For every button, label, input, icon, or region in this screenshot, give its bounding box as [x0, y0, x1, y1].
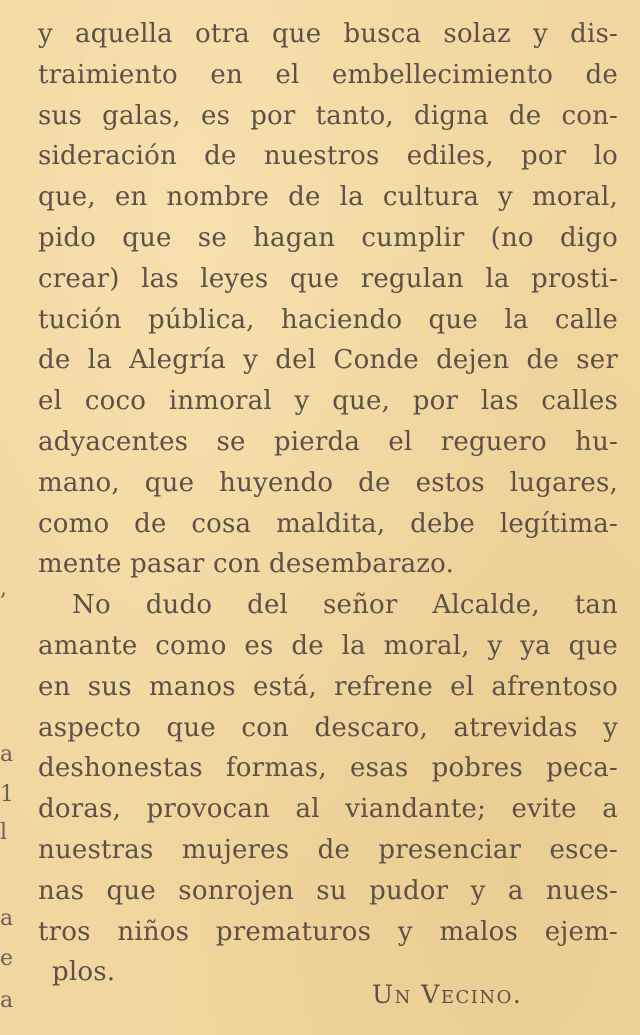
gutter-fragment: ,: [0, 576, 7, 601]
gutter-fragment: l: [0, 820, 8, 845]
text-line: deshonestas formas, esas pobres peca-: [38, 753, 618, 784]
text-line: doras, provocan al viandante; evite a: [38, 794, 618, 825]
text-line: de la Alegría y del Conde dejen de ser: [38, 345, 618, 376]
text-line: tución pública, haciendo que la calle: [38, 304, 618, 335]
gutter-fragment: a: [0, 906, 14, 931]
text-line: traimiento en el embellecimiento de: [38, 59, 618, 90]
text-line: el coco inmoral y que, por las calles: [38, 386, 618, 417]
signature: Un Vecino.: [372, 980, 523, 1009]
text-line: mano, que huyendo de estos lugares,: [38, 467, 618, 498]
text-line: y aquella otra que busca solaz y dis-: [38, 19, 618, 49]
text-line: adyacentes se pierda el reguero hu-: [38, 426, 618, 457]
text-line: crear) las leyes que regulan la prosti-: [38, 263, 618, 294]
text-line: amante como es de la moral, y ya que: [38, 630, 618, 661]
text-line: mente pasar con desembarazo.: [38, 549, 455, 580]
text-line: aspecto que con descaro, atrevidas y: [38, 712, 618, 743]
text-line: en sus manos está, refrene el afrentoso: [38, 671, 618, 702]
left-gutter-fragments: [0, 0, 22, 1035]
text-line: plos.: [52, 957, 116, 988]
gutter-fragment: a: [0, 742, 14, 767]
gutter-fragment: 1: [0, 782, 14, 807]
text-line: tros niños prematuros y malos ejem-: [38, 916, 618, 947]
text-line: como de cosa maldita, debe legítima-: [38, 508, 618, 539]
text-line: nuestras mujeres de presenciar esce-: [38, 834, 618, 865]
gutter-fragment: a: [0, 988, 14, 1013]
text-line: nas que sonrojen su pudor y a nues-: [38, 875, 618, 906]
text-line: sideración de nuestros ediles, por lo: [38, 141, 618, 172]
text-line: pido que se hagan cumplir (no digo: [38, 222, 618, 253]
gutter-fragment: e: [0, 946, 14, 971]
text-line: que, en nombre de la cultura y moral,: [38, 182, 618, 213]
paragraph-start-line: No dudo del señor Alcalde, tan: [72, 590, 618, 621]
text-line: sus galas, es por tanto, digna de con-: [38, 100, 618, 131]
article-body: [38, 14, 618, 993]
